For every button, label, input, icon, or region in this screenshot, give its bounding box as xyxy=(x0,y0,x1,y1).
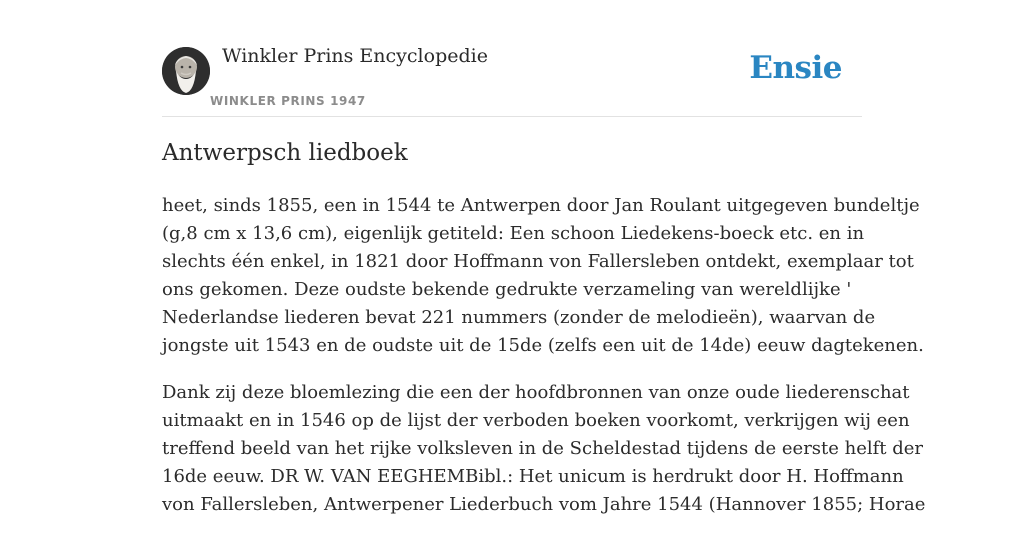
paragraph-line: 16de eeuw. DR W. VAN EEGHEMBibl.: Het unicum is herdrukt door H. Hoffmann xyxy=(162,466,904,487)
paragraph-line: treffend beeld van het rijke volksleven in de Scheldestad tijdens de eerste helft der xyxy=(162,438,924,459)
publication-title[interactable]: Winkler Prins Encyclopedie xyxy=(222,45,488,67)
header xyxy=(162,0,862,117)
paragraph-line: Dank zij deze bloemlezing die een der hoofdbronnen van onze oude liederenschat xyxy=(162,382,910,403)
article-title: Antwerpsch liedboek xyxy=(162,140,408,166)
paragraph-2 xyxy=(162,379,926,519)
publication-subtitle[interactable]: WINKLER PRINS 1947 xyxy=(210,94,366,108)
ensie-logo[interactable]: Ensie xyxy=(749,50,842,86)
author-avatar-icon[interactable] xyxy=(162,47,210,95)
paragraph-line: slechts één enkel, in 1821 door Hoffmann von Fallersleben ontdekt, exemplaar tot xyxy=(162,251,914,272)
paragraph-line: (g,8 cm x 13,6 cm), eigenlijk getiteld: Een schoon Liedekens-boeck etc. en in xyxy=(162,223,865,244)
paragraph-line: von Fallersleben, Antwerpener Liederbuch vom Jahre 1544 (Hannover 1855; Horae xyxy=(162,494,926,515)
paragraph-line: Nederlandse liederen bevat 221 nummers (zonder de melodieën), waarvan de xyxy=(162,307,876,328)
page xyxy=(162,0,926,515)
paragraph-1 xyxy=(162,192,924,360)
paragraph-line: uitmaakt en in 1546 op de lijst der verboden boeken voorkomt, verkrijgen wij een xyxy=(162,410,910,431)
paragraph-line: heet, sinds 1855, een in 1544 te Antwerpen door Jan Roulant uitgegeven bundeltje xyxy=(162,195,920,216)
article-body xyxy=(162,192,926,538)
paragraph-line: jongste uit 1543 en de oudste uit de 15de (zelfs een uit de 14de) eeuw dagtekenen. xyxy=(162,335,924,356)
paragraph-line: ons gekomen. Deze oudste bekende gedrukte verzameling van wereldlijke ' xyxy=(162,279,852,300)
